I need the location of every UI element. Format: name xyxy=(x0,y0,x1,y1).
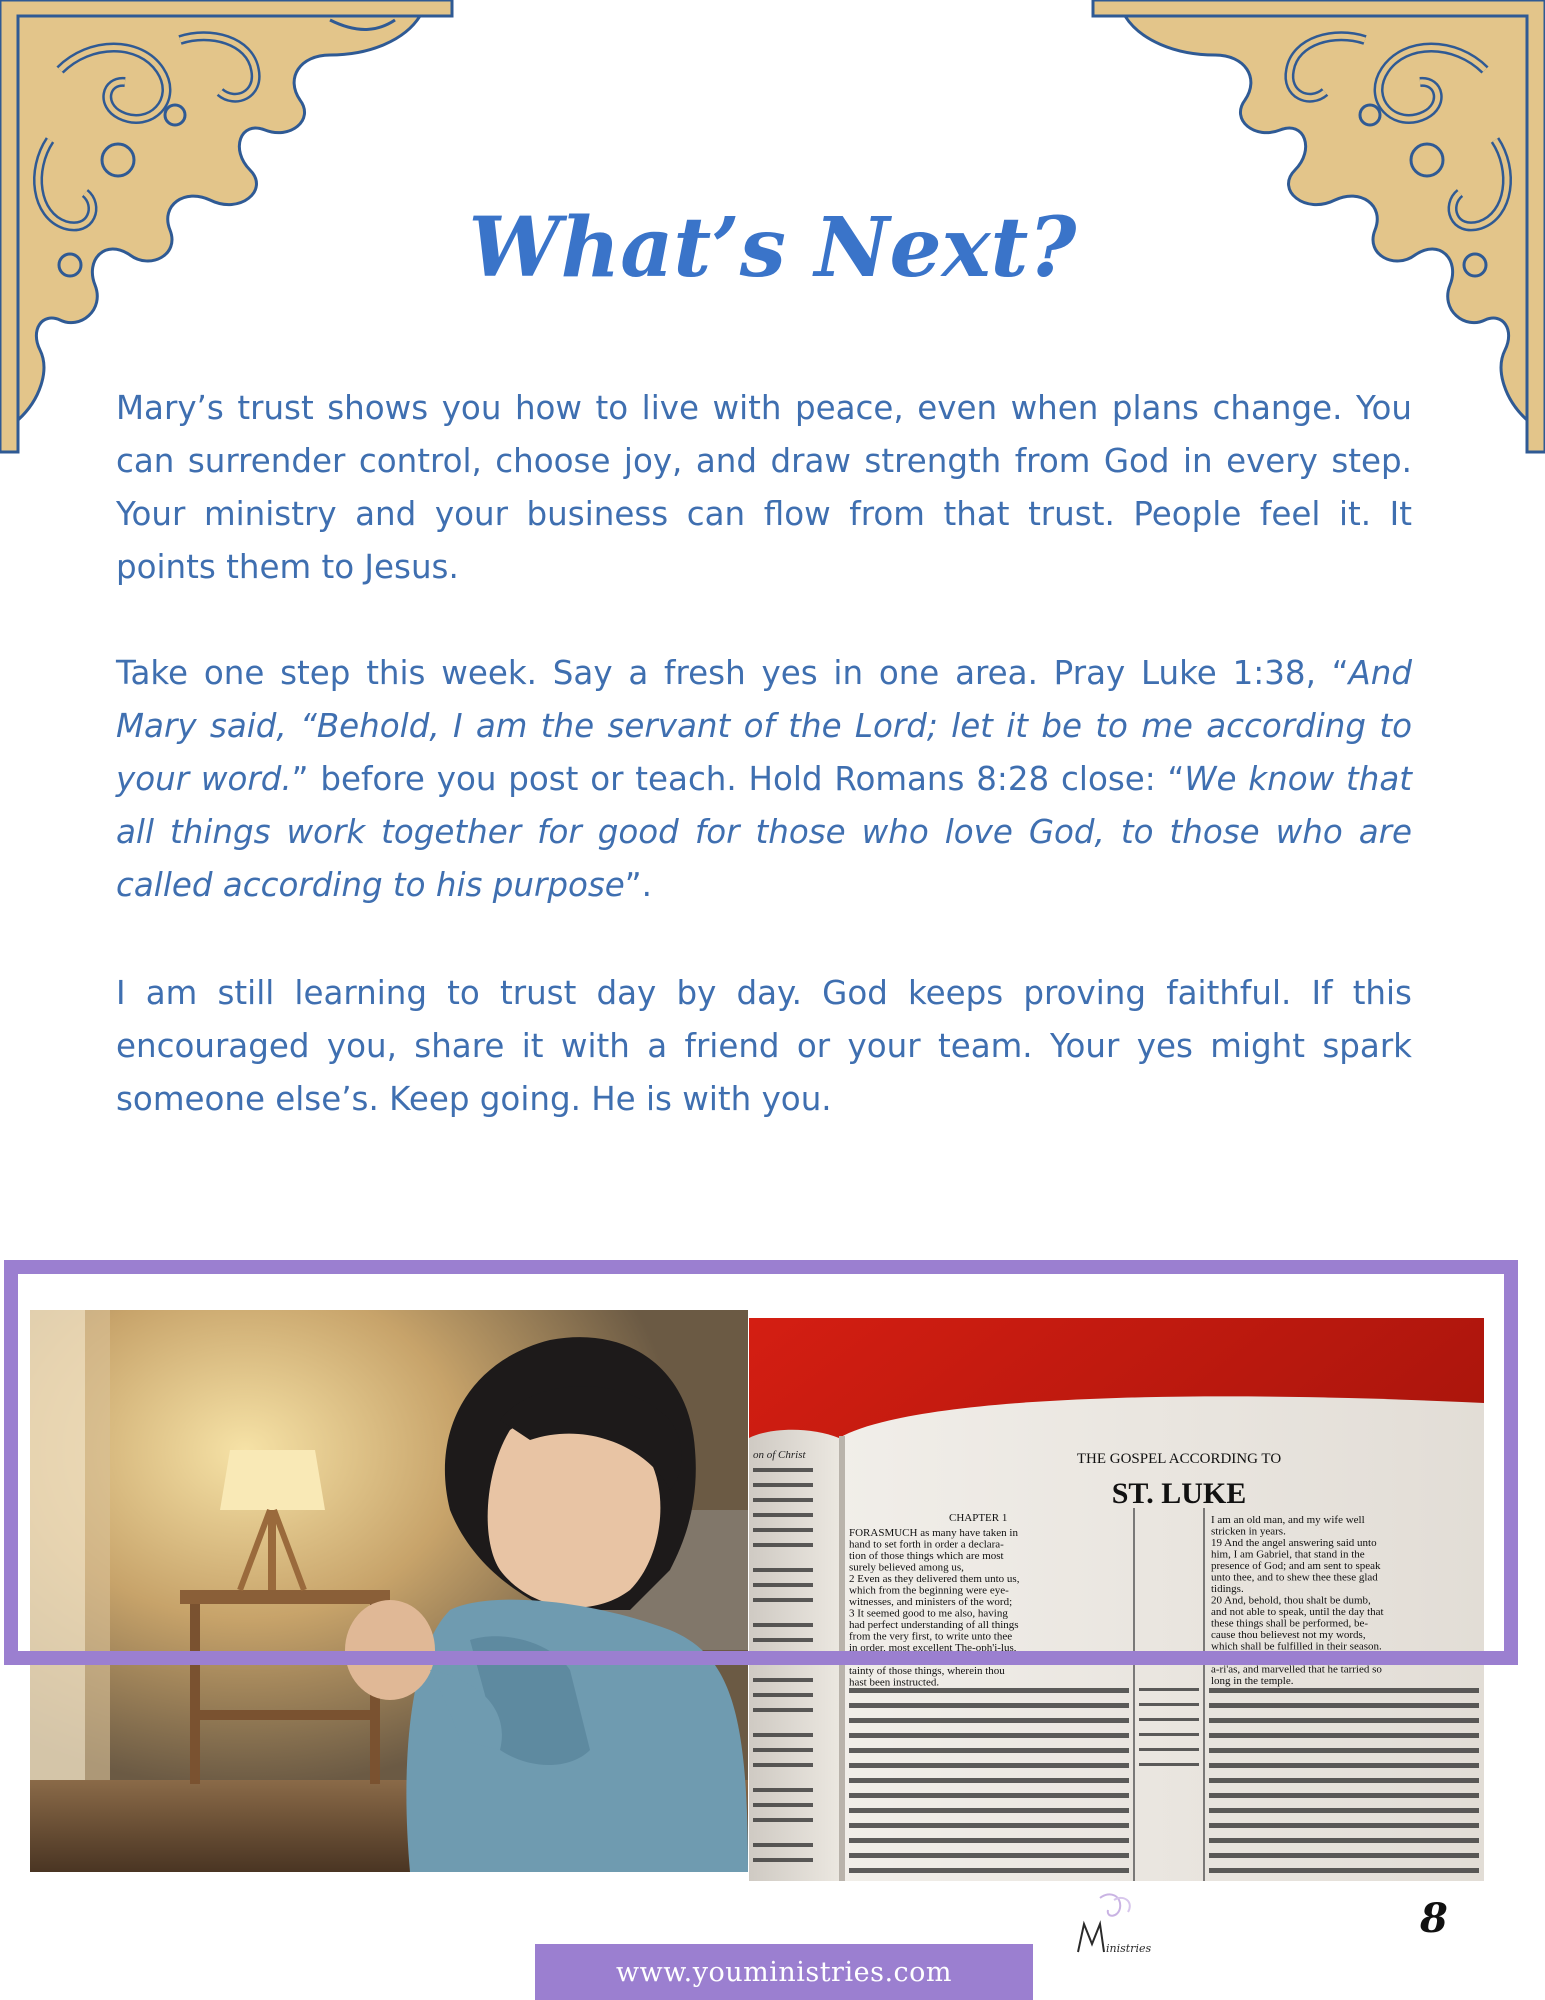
scripture-quote-romans: We know that all things work together for good for those who love God, to those who are called according to his purpose xyxy=(116,760,1412,904)
bible-verse-line: 3 It seemed good to me also, having xyxy=(849,1607,1008,1620)
bible-verse-line: I am an old man, and my wife well xyxy=(1211,1514,1365,1526)
bible-verse-line: tion of those things which are most xyxy=(849,1550,1004,1562)
footer-bar xyxy=(535,1944,1033,2000)
bible-verse-line: and not able to speak, until the day that xyxy=(1211,1606,1384,1618)
bible-verse-line: which from the beginning were eye- xyxy=(849,1584,1009,1597)
bible-verse-line: which shall be fulfilled in their season. xyxy=(1211,1640,1382,1653)
bible-verse-line: 20 And, behold, thou shalt be dumb, xyxy=(1211,1594,1371,1607)
bible-verse-line: 2 Even as they delivered them unto us, xyxy=(849,1573,1020,1585)
paragraph-closing: I am still learning to trust day by day. God keeps proving faithful. If this encouraged you, share it with a friend or your team. Your yes might spark someone else’s. Keep going. He is with you. xyxy=(116,974,1412,1118)
bible-verse-line: 4 That thou mightest know the cer- xyxy=(849,1653,1004,1666)
bible-verse-line: tidings. xyxy=(1211,1583,1244,1595)
scripture-quote-luke: And Mary said, “Behold, I am the servant of the Lord; let it be to me according to your word. xyxy=(116,654,1412,798)
bible-verse-line: surely believed among us, xyxy=(849,1561,964,1574)
bible-verse-line: him, I am Gabriel, that stand in the xyxy=(1211,1548,1365,1561)
bible-verse-line: in order, most excellent The-oph'i-lus, xyxy=(849,1642,1017,1654)
bible-verse-line: hast been instructed. xyxy=(849,1676,940,1689)
bible-verse-line: tainty of those things, wherein thou xyxy=(849,1665,1005,1677)
bible-verse-line: stricken in years. xyxy=(1211,1525,1286,1538)
bible-verse-line: unto thee, and to shew thee these glad xyxy=(1211,1571,1378,1584)
bible-verse-line: had perfect understanding of all things xyxy=(849,1619,1019,1631)
bible-verse-line: from the very first, to write unto thee xyxy=(849,1630,1013,1643)
paragraph-intro: Mary’s trust shows you how to live with peace, even when plans change. You can surrender control, choose joy, and draw strength from God in every step. Your ministry and your business can flow from that trust. People feel it. It points them to Jesus. xyxy=(116,389,1412,586)
page-title: What’s Next? xyxy=(468,200,1077,296)
paragraph-text: ” before you post or teach. Hold Romans 8:28 close: “ xyxy=(291,760,1185,798)
bible-verse-line: 21 And the people waited for Zach- xyxy=(1211,1652,1368,1664)
bible-verse-line: a-ri'as, and marvelled that he tarried so xyxy=(1211,1663,1382,1676)
bible-left-header: on of Christ xyxy=(753,1449,806,1461)
bible-verse-line: witnesses, and ministers of the word; xyxy=(849,1596,1013,1608)
bible-book-title: ST. LUKE xyxy=(1111,1477,1247,1510)
logo-text: inistries xyxy=(1106,1942,1152,1955)
page-number: 8 xyxy=(1420,1895,1448,1942)
ministries-logo xyxy=(1070,1890,1162,1972)
bible-verse-line: cause thou believest not my words, xyxy=(1211,1629,1366,1641)
bible-verse-line: presence of God; and am sent to speak xyxy=(1211,1560,1381,1572)
bible-verse-line: hand to set forth in order a declara- xyxy=(849,1538,1004,1551)
paragraph-text: ”. xyxy=(624,866,652,904)
website-link[interactable]: www.youministries.com xyxy=(615,1956,953,1988)
paragraph-scripture xyxy=(116,647,1412,912)
bible-verse-line: 19 And the angel answering said unto xyxy=(1211,1537,1377,1549)
bible-heading: THE GOSPEL ACCORDING TO xyxy=(1076,1451,1282,1467)
image-frame xyxy=(4,1260,1518,1665)
bible-verse-line: long in the temple. xyxy=(1211,1675,1294,1687)
bible-verse-line: FORASMUCH as many have taken in xyxy=(849,1527,1018,1539)
paragraph-text: Take one step this week. Say a fresh yes in one area. Pray Luke 1:38, “ xyxy=(116,654,1349,692)
bible-verse-line: these things shall be performed, be- xyxy=(1211,1617,1369,1630)
bible-chapter: CHAPTER 1 xyxy=(949,1512,1008,1524)
